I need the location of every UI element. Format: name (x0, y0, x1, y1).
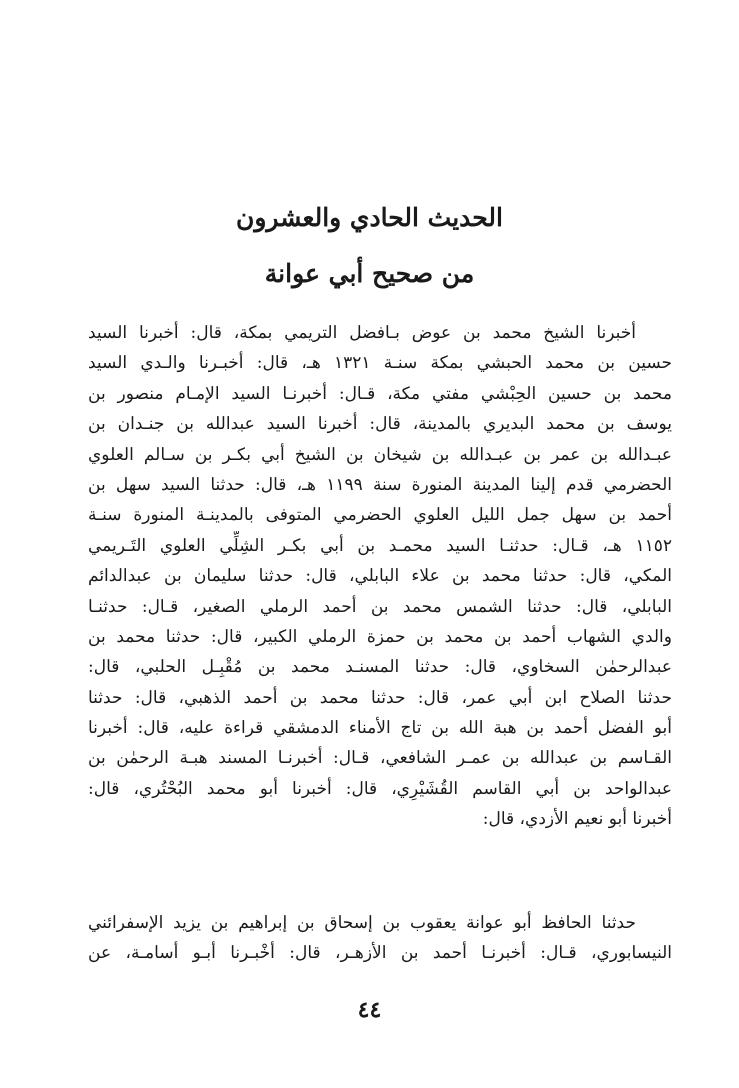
text-line: محمد بن حسين الحِبْشي مفتي مكة، قـال: أخبرنـا السيد الإمـام منصور بن (88, 383, 672, 404)
page-number: ٤٤ (357, 997, 382, 1023)
text-line: أخبرنا الشيخ محمد بن عوض بـافضل التريمي بمكة، قال: أخبرنا السيد (88, 323, 636, 343)
text-line: أخبرنا أبو نعيم الأزدي، قال: (482, 809, 672, 830)
text-line: الحضرمي قدم إلينا المدينة المنورة سنة ١١٩٩ هـ، قال: حدثنا السيد سهل بن (88, 474, 672, 495)
isnad-paragraph (88, 318, 672, 835)
text-line: والدي الشهاب أحمد بن محمد بن حمزة الرملي الكبير، قال: حدثنا محمد بن (88, 626, 672, 647)
text-line: أبو الفضل أحمد بن هبة الله بن تاج الأمناء الدمشقي قراءة عليه، قال: أخبرنا (88, 718, 672, 739)
chapter-title: الحديث الحادي والعشرون (236, 203, 503, 232)
text-line: عبدالرحمٰن السخاوي، قال: حدثنا المسنـد محمد بن مُقْبِـل الحلبي، قال: (88, 657, 672, 678)
text-line: أحمد بن سهل جمل الليل العلوي الحضرمي المتوفى بالمدينـة المنورة سنـة (88, 505, 672, 526)
text-line: عبـدالله بن عمر بن عبـدالله بن شيخان بن الشيخ أبي بكـر بن سـالم العلوي (88, 444, 672, 465)
text-line: ١١٥٢ هـ، قـال: حدثنـا السيد محمـد بن أبي بكـر الشِلِّي العلوي التَـريمي (88, 535, 672, 556)
text-line: حدثنا الحافظ أبو عوانة يعقوب بن إسحاق بن إبراهيم بن يزيد الإسفرائني (88, 913, 636, 933)
text-line: المكي، قال: حدثنا محمد بن علاء البابلي، قال: حدثنا سليمان بن عبدالدائم (88, 566, 672, 587)
text-line: البابلي، قال: حدثنا الشمس محمد بن أحمد الرملي الصغير، قـال: حدثنـا (88, 596, 672, 617)
text-line: عبدالواحد بن أبي القاسم القُشَيْرِي، قال: أخبرنا أبو محمد البُحْتُري، قال: (88, 778, 672, 799)
text-line: حسين بن محمد الحبشي بمكة سنـة ١٣٢١ هـ، قال: أخبـرنا والـدي السيد (88, 353, 672, 374)
text-line: القـاسم بن عبدالله بن عمـر الشافعي، قـال: أخبرنـا المسند هبـة الرحمٰن بن (88, 748, 672, 769)
text-line: يوسف بن محمد البديري بالمدينة، قال: أخبرنا السيد عبدالله بن جنـدان بن (88, 414, 672, 435)
hadith-paragraph (88, 908, 672, 969)
text-line: النيسابوري، قـال: أخبرنـا أحمد بن الأزهـر، قال: أخْبـرنا أبـو أسامـة، عن (88, 943, 672, 964)
chapter-subtitle: من صحيح أبي عوانة (264, 259, 475, 288)
text-line: حدثنا الصلاح ابن أبي عمر، قال: حدثنا محمد بن أحمد الذهبي، قال: حدثنا (88, 687, 672, 708)
